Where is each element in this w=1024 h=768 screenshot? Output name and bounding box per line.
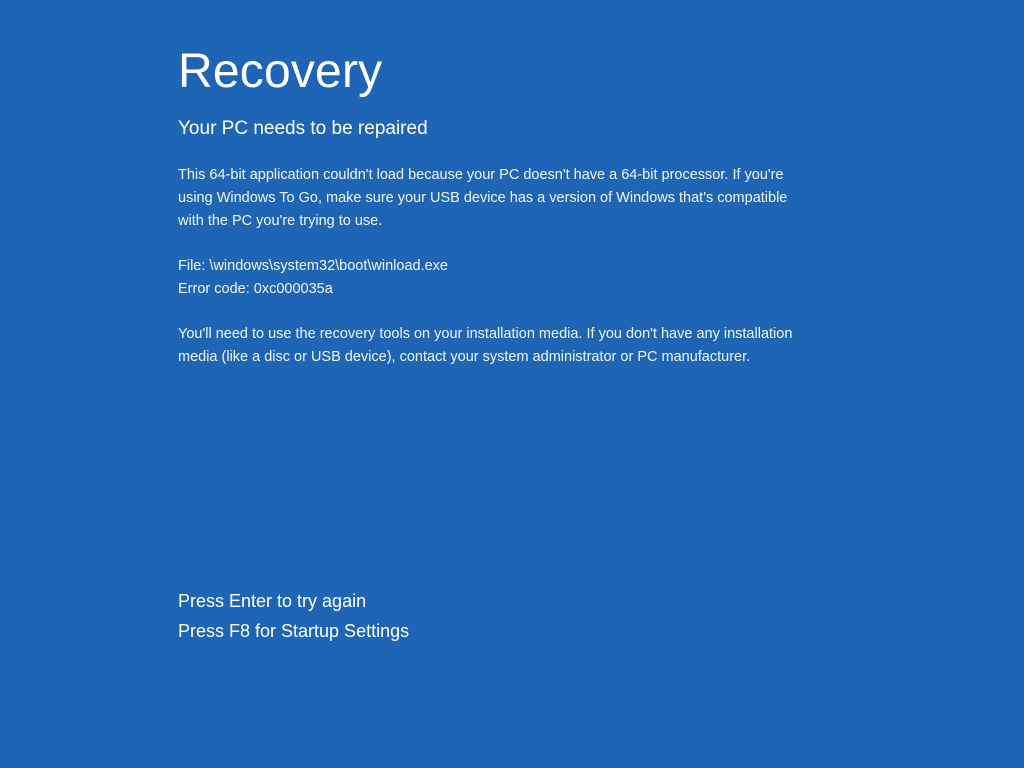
action-press-f8[interactable]: Press F8 for Startup Settings: [178, 621, 410, 641]
recovery-content: [178, 44, 858, 391]
error-code: Error code: 0xc000035a: [178, 280, 333, 297]
recovery-actions: [178, 586, 778, 646]
recovery-subtitle: Your PC needs to be repaired: [178, 118, 428, 140]
recovery-note: You'll need to use the recovery tools on your installation media. If you don't have any installation media (like a disc or USB device), contact your system administrator or PC manufacturer.: [178, 325, 793, 365]
error-file-path: File: \windows\system32\boot\winload.exe: [178, 257, 448, 274]
action-press-enter[interactable]: Press Enter to try again: [178, 591, 367, 611]
recovery-description: This 64-bit application couldn't load because your PC doesn't have a 64-bit processor. If you're using Windows To Go, make sure your USB device has a version of Windows that's compatible with the PC you're trying to use.: [178, 166, 788, 229]
page-title: Recovery: [178, 45, 383, 98]
error-details: [178, 255, 858, 301]
